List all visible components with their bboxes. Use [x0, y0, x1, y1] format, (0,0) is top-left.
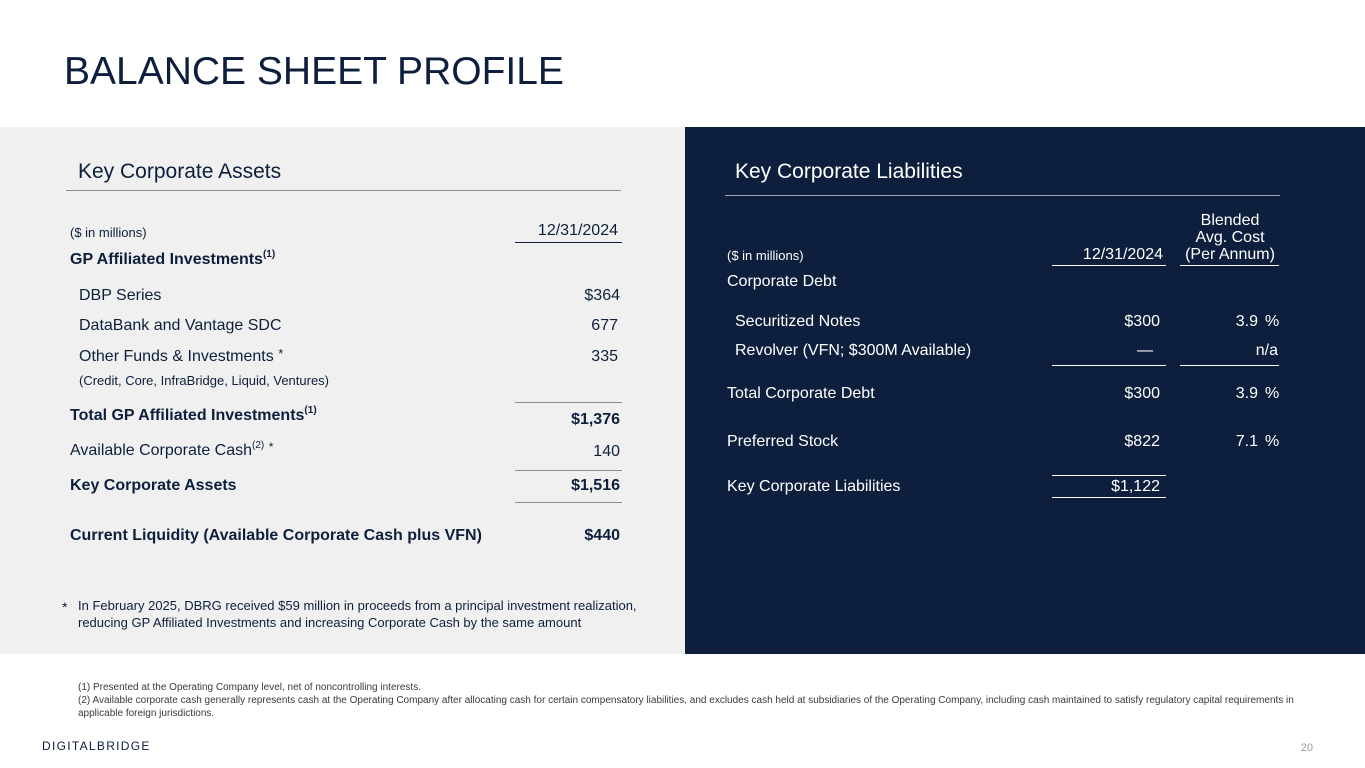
- total-debt-pct: %: [1265, 385, 1280, 402]
- liabilities-heading-rule: [725, 195, 1280, 196]
- total-debt-label: Total Corporate Debt: [727, 385, 875, 402]
- page-number: 20: [1300, 742, 1313, 754]
- cash-label: Available Corporate Cash$^{(2)}$ *: [70, 440, 274, 459]
- liquidity-label: Current Liquidity (Available Corporate Cash plus VFN): [70, 527, 482, 544]
- liabilities-date-underline: [1052, 265, 1166, 266]
- assets-date-header: 12/31/2024: [537, 222, 618, 239]
- assets-date-underline: [515, 242, 622, 243]
- liability-row-label: Securitized Notes: [735, 313, 861, 330]
- key-assets-label: Key Corporate Assets: [70, 477, 237, 494]
- cash-value: 140: [593, 443, 620, 460]
- preferred-pct: %: [1265, 433, 1280, 450]
- cost-header-underline: [1180, 265, 1279, 266]
- asset-row-label: Other Funds & Investments *: [79, 346, 284, 365]
- page-title: BALANCE SHEET PROFILE: [64, 50, 564, 93]
- liabilities-heading: Key Corporate Liabilities: [735, 160, 963, 183]
- cost-header: Blended Avg. Cost (Per Annum): [1185, 212, 1275, 263]
- asset-row-value: $364: [584, 287, 620, 304]
- assets-heading: Key Corporate Assets: [78, 160, 282, 183]
- gp-affiliated-heading: GP Affiliated Investments$^{(1)}$: [70, 249, 276, 268]
- total-gp-label: Total GP Affiliated Investments$^{(1)}$: [70, 405, 317, 424]
- total-gp-rule: [515, 402, 622, 403]
- liquidity-value: $440: [584, 527, 620, 544]
- total-gp-value: $1,376: [571, 411, 620, 428]
- liability-row-cost: 3.9: [1235, 313, 1258, 330]
- revolver-cost-rule: [1180, 365, 1279, 366]
- asset-row-label: DataBank and Vantage SDC: [79, 317, 282, 334]
- assets-units: ($ in millions): [70, 225, 147, 240]
- key-liab-label: Key Corporate Liabilities: [727, 478, 901, 495]
- total-debt-value: $300: [1124, 385, 1160, 402]
- key-liab-value: $1,122: [1111, 478, 1160, 495]
- liability-row-label: Revolver (VFN; $300M Available): [735, 342, 972, 359]
- other-funds-subtext: (Credit, Core, InfraBridge, Liquid, Ventures): [79, 373, 330, 388]
- digitalbridge-logo: DIGITALBRIDGE: [42, 739, 151, 753]
- asset-row-value: 677: [591, 317, 618, 334]
- liability-row-value: $300: [1124, 313, 1160, 330]
- preferred-value: $822: [1124, 433, 1160, 450]
- footnote-1: (1) Presented at the Operating Company level, net of noncontrolling interests.: [78, 682, 421, 693]
- asset-row-value: 335: [591, 348, 618, 365]
- liability-row-cost: n/a: [1255, 342, 1278, 359]
- liability-row-value: —: [1137, 342, 1153, 359]
- star-note-mark: *: [62, 599, 68, 615]
- assets-heading-rule: [66, 190, 621, 191]
- liabilities-units: ($ in millions): [727, 248, 804, 263]
- key-liab-bottom-rule: [1052, 497, 1166, 498]
- revolver-value-rule: [1052, 365, 1166, 366]
- footnote-2: (2) Available corporate cash generally represents cash at the Operating Company after allocating cash for certain compensatory liabilities, and excludes cash held at subsidiaries of the Operating Company, including cash maintained to satisfy regulatory capital requirements in applicable foreign jurisdictions.: [78, 695, 1294, 719]
- key-liab-top-rule: [1052, 475, 1166, 476]
- key-assets-bottom-rule: [515, 502, 622, 503]
- corporate-debt-heading: Corporate Debt: [727, 273, 837, 290]
- key-assets-value: $1,516: [571, 477, 620, 494]
- assets-panel: [0, 127, 685, 654]
- preferred-label: Preferred Stock: [727, 433, 839, 450]
- asset-row-label: DBP Series: [79, 287, 162, 304]
- total-debt-cost: 3.9: [1235, 385, 1258, 402]
- liability-row-pct: %: [1265, 313, 1280, 330]
- liabilities-date-header: 12/31/2024: [1082, 246, 1163, 263]
- star-note-text: In February 2025, DBRG received $59 million in proceeds from a principal investment realization, reducing GP Affiliated Investments and increasing Corporate Cash by the same amount: [78, 598, 637, 630]
- key-assets-top-rule: [515, 470, 622, 471]
- preferred-cost: 7.1: [1235, 433, 1258, 450]
